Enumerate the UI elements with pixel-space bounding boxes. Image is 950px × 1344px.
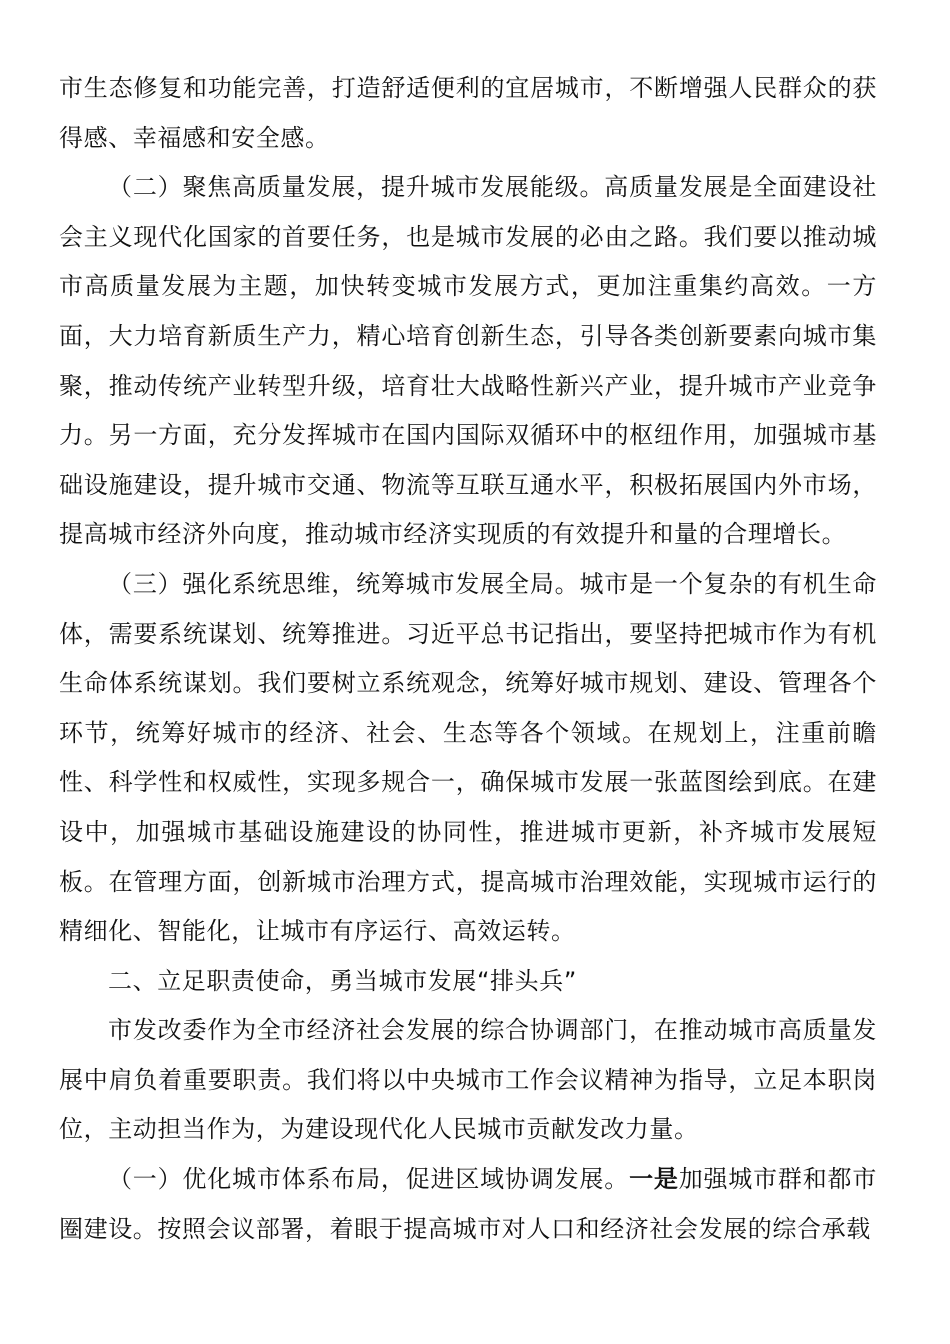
subsection-1-suffix: 加强城市群和都市圈建设。按照会议部署，着眼于提高城市对人口和经济社会发展的综合承载 (59, 1165, 877, 1243)
document-page (59, 64, 877, 1254)
subsection-1-prefix: （一）优化城市体系布局，促进区域协调发展。 (108, 1165, 630, 1194)
paragraph-intro: 市发改委作为全市经济社会发展的综合协调部门，在推动城市高质量发展中肩负着重要职责。我们将以中央城市工作会议精神为指导，立足本职岗位，主动担当作为，为建设现代化人民城市贡献发改力量。 (59, 1016, 877, 1144)
section-heading-2: 二、立足职责使命，勇当城市发展“排头兵” (108, 966, 577, 995)
paragraph-section-2: （二）聚焦高质量发展，提升城市发展能级。高质量发展是全面建设社会主义现代化国家的首要任务，也是城市发展的必由之路。我们要以推动城市高质量发展为主题，加快转变城市发展方式，更加注重集约高效。一方面，大力培育新质生产力，精心培育创新生态，引导各类创新要素向城市集聚，推动传统产业转型升级，培育壮大战略性新兴产业，提升城市产业竞争力。另一方面，充分发挥城市在国内国际双循环中的枢纽作用，加强城市基础设施建设，提升城市交通、物流等互联互通水平，积极拓展国内外市场，提高城市经济外向度，推动城市经济实现质的有效提升和量的合理增长。 (59, 173, 877, 549)
paragraph-continuation: 市生态修复和功能完善，打造舒适便利的宜居城市，不断增强人民群众的获得感、幸福感和安全感。 (59, 74, 877, 152)
paragraph-section-3: （三）强化系统思维，统筹城市发展全局。城市是一个复杂的有机生命体，需要系统谋划、统筹推进。习近平总书记指出，要坚持把城市作为有机生命体系统谋划。我们要树立系统观念，统筹好城市规划、建设、管理各个环节，统筹好城市的经济、社会、生态等各个领域。在规划上，注重前瞻性、科学性和权威性，实现多规合一，确保城市发展一张蓝图绘到底。在建设中，加强城市基础设施建设的协同性，推进城市更新，补齐城市发展短板。在管理方面，创新城市治理方式，提高城市治理效能，实现城市运行的精细化、智能化，让城市有序运行、高效运转。 (59, 569, 877, 946)
subsection-1-emphasis: 一是 (629, 1165, 679, 1194)
paragraph-subsection-1 (59, 1155, 877, 1254)
